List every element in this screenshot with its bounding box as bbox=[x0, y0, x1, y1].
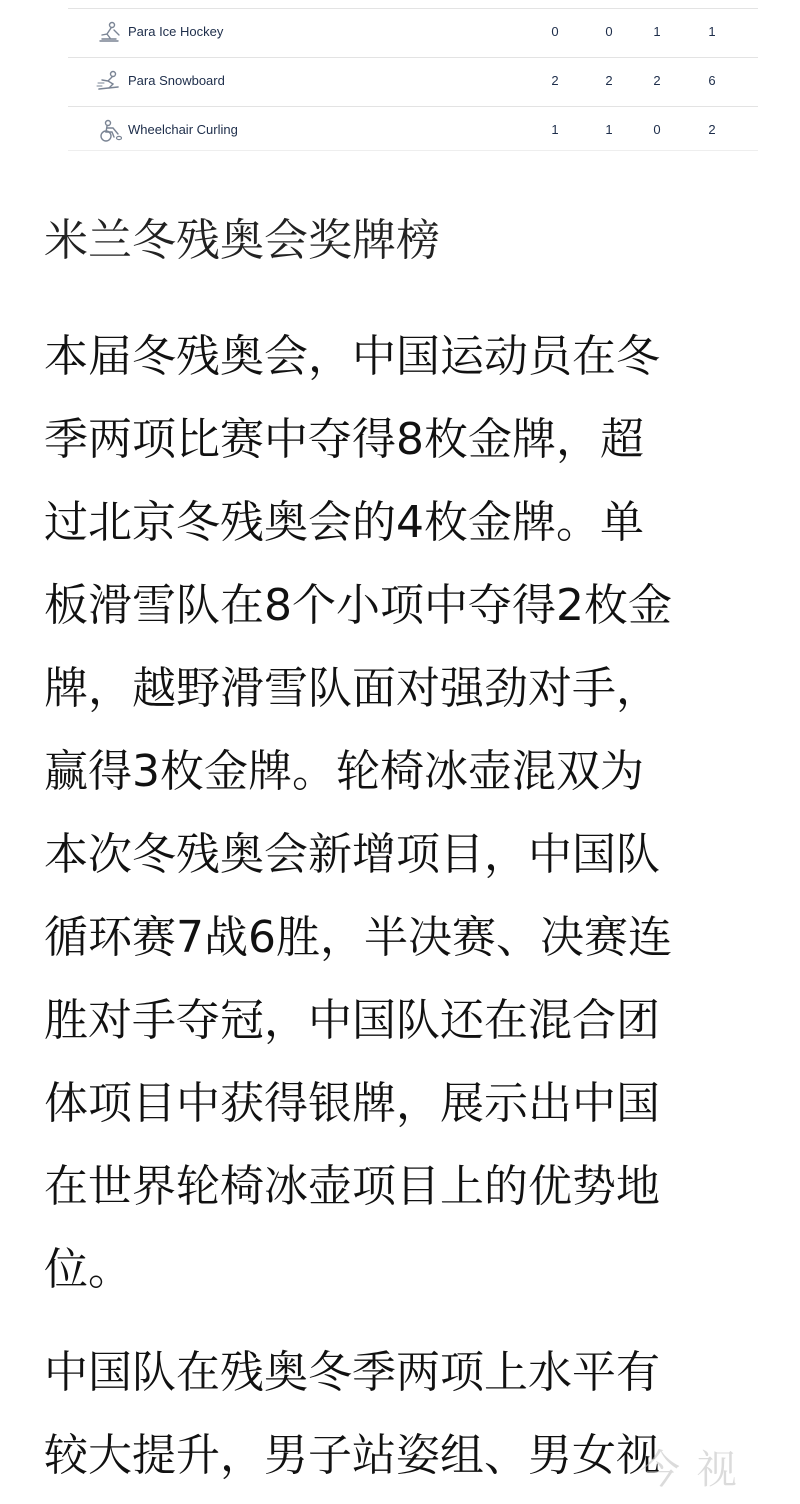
total-count: 2 bbox=[708, 122, 716, 137]
silver-count: 2 bbox=[605, 73, 613, 88]
para-snowboard-icon bbox=[96, 70, 122, 94]
gold-count: 2 bbox=[551, 73, 559, 88]
paragraph-line: 本次冬残奥会新增项目，中国队 bbox=[44, 829, 660, 880]
article-paragraph bbox=[44, 315, 764, 1311]
table-row bbox=[68, 8, 758, 57]
gold-count: 1 bbox=[551, 122, 559, 137]
paragraph-line: 牌，越野滑雪队面对强劲对手， bbox=[44, 663, 660, 714]
article-heading: 米兰冬残奥会奖牌榜 bbox=[44, 215, 440, 266]
silver-count: 1 bbox=[605, 122, 613, 137]
paragraph-line: 体项目中获得银牌，展示出中国 bbox=[44, 1078, 660, 1129]
paragraph-line: 较大提升，男子站姿组、男女视 bbox=[44, 1430, 660, 1481]
bronze-count: 2 bbox=[653, 73, 661, 88]
table-row bbox=[68, 106, 758, 155]
wheelchair-curling-icon bbox=[96, 119, 122, 143]
paragraph-line: 循环赛7战6胜，半决赛、决赛连 bbox=[44, 912, 672, 963]
paragraph-line: 胜对手夺冠，中国队还在混合团 bbox=[44, 995, 660, 1046]
paragraph-line: 中国队在残奥冬季两项上水平有 bbox=[44, 1347, 660, 1398]
sport-name: Para Snowboard bbox=[128, 73, 225, 88]
paragraph-line: 在世界轮椅冰壶项目上的优势地 bbox=[44, 1161, 660, 1212]
sport-name: Para Ice Hockey bbox=[128, 24, 224, 39]
sport-name: Wheelchair Curling bbox=[128, 122, 238, 137]
paragraph-line: 过北京冬残奥会的4枚金牌。单 bbox=[44, 497, 644, 548]
watermark: 今 视 bbox=[640, 1447, 739, 1493]
paragraph-line: 赢得3枚金牌。轮椅冰壶混双为 bbox=[44, 746, 644, 797]
total-count: 1 bbox=[708, 24, 716, 39]
bronze-count: 1 bbox=[653, 24, 661, 39]
total-count: 6 bbox=[708, 73, 716, 88]
paragraph-line: 板滑雪队在8个小项中夺得2枚金 bbox=[44, 580, 672, 631]
paragraph-line: 季两项比赛中夺得8枚金牌，超 bbox=[44, 414, 644, 465]
para-ice-hockey-icon bbox=[96, 21, 122, 45]
article-body bbox=[44, 205, 764, 1497]
gold-count: 0 bbox=[551, 24, 559, 39]
paragraph-line: 位。 bbox=[44, 1244, 132, 1295]
silver-count: 0 bbox=[605, 24, 613, 39]
table-row bbox=[68, 57, 758, 106]
medal-table bbox=[68, 0, 758, 151]
bronze-count: 0 bbox=[653, 122, 661, 137]
paragraph-line: 本届冬残奥会，中国运动员在冬 bbox=[44, 331, 660, 382]
